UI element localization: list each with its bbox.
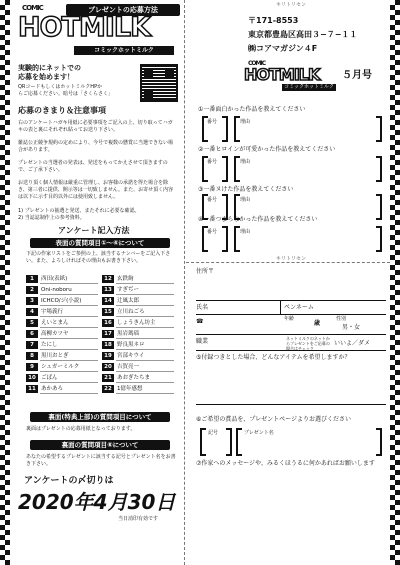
author-list-item	[26, 340, 98, 350]
author-name: 黒岩瑪瑙	[117, 331, 140, 337]
author-underline	[40, 371, 98, 372]
question-1: ①一番面白かった作品を教えてください	[198, 106, 306, 113]
author-underline	[40, 338, 98, 339]
author-list-item	[102, 384, 174, 394]
number-bracket-right	[222, 226, 228, 252]
author-name: 西田(表紙)	[41, 276, 68, 282]
author-name: しょうきん坊主	[117, 320, 156, 326]
author-list-item	[26, 318, 98, 328]
author-underline	[116, 393, 174, 394]
author-name: あかあろ	[41, 386, 64, 392]
reason-bracket-right	[376, 226, 382, 252]
author-number: 7	[26, 341, 38, 349]
author-name: 玄鉄絢	[117, 276, 134, 282]
q6-code-label: 記号	[208, 430, 219, 436]
logo-comic: COMIC	[22, 4, 43, 12]
postcard-column	[186, 0, 390, 565]
author-list-item	[102, 274, 174, 284]
rules-p1: 右のアンケートハガキ用紙に必要事項をご記入の上、切り取ってハガキの表と裏にそれぞれ貼ってお送り下さい。	[18, 120, 173, 133]
author-list-item	[102, 285, 174, 295]
question-2: ②一番ヒロインが可愛かった作品を教えてください	[198, 146, 336, 153]
number-label: 番号	[207, 119, 218, 125]
name-label: 氏名	[196, 304, 209, 311]
author-list	[26, 274, 174, 396]
question-3: ③一番ヌけた作品を教えてください	[198, 186, 294, 193]
author-name: えいとまん	[41, 320, 69, 326]
q6-code-bracket-right	[226, 428, 232, 456]
right-checker-border	[390, 0, 400, 565]
rules-p3: プレゼントの当選者の発表は、発送をもってかえさせて頂きますので、ご了承下さい。	[18, 160, 168, 173]
author-list-item	[102, 296, 174, 306]
author-number: 15	[102, 308, 114, 316]
reason-bracket-right	[376, 156, 382, 182]
net-apply-desc: QRコードもしくはホットミルクHPか らご応募ください。暗号は「さくらさく」	[18, 84, 114, 97]
author-number: 4	[26, 308, 38, 316]
author-list-item	[26, 373, 98, 383]
address-row-line	[196, 300, 386, 301]
author-list-item	[26, 285, 98, 295]
reason-label: 理由	[240, 159, 251, 165]
reason-label: 理由	[240, 119, 251, 125]
author-underline	[116, 316, 174, 317]
age-label: 年齢	[284, 316, 295, 322]
number-bracket-right	[222, 194, 228, 220]
address-line2: ㈱コアマガジン４F	[248, 44, 318, 53]
number-label: 番号	[207, 197, 218, 203]
author-underline	[40, 294, 98, 295]
question-7: ⑦作家へのメッセージや、みるくほうるに何かあればお願いします	[196, 460, 375, 467]
q6-name-bracket-right	[376, 428, 382, 456]
author-name: 1億年感想	[117, 386, 143, 392]
rules-p4: お送り頂く個人情報は厳重に管理し、お客様の承諾を得た場合を除き、第三者に提供、開示等は一切致しません。また、お寄せ頂く内容は以下に示す目的以外には使用致しません。	[18, 180, 174, 200]
author-name: たにし	[41, 342, 58, 348]
question-6: ⑥ご希望の賞品を、プレゼントページよりお選びください	[196, 416, 352, 423]
job-row-line	[196, 350, 386, 351]
rules-p6: 2) 当誌誌制作上の参考資料。	[18, 215, 85, 221]
deadline-label: アンケートの〆切りは	[24, 476, 114, 486]
gender-value[interactable]: 男・女	[342, 324, 361, 331]
net-apply-title: 実験的にネットでの 応募を始めます！	[18, 64, 81, 81]
author-name: シュガーミルク	[41, 364, 80, 370]
author-number: 14	[102, 297, 114, 305]
address-line1: 東京都豊島区高田３−７−１１	[248, 30, 358, 39]
logo-hotmilk: HOTMILK	[18, 12, 151, 43]
author-number: 16	[102, 319, 114, 327]
gender-label: 性別	[336, 316, 347, 322]
issue-label: ５月号	[342, 70, 372, 81]
author-list-item	[102, 351, 174, 361]
author-name: 立川ねごろ	[117, 309, 145, 315]
author-list-item	[102, 373, 174, 383]
postcard-logo-sub: コミックホットミルク	[282, 84, 336, 91]
cut-label-top: キリトリセン	[276, 2, 306, 8]
question-4: ④一番つまらなかった作品を教えてください	[198, 216, 318, 223]
reason-label: 理由	[240, 229, 251, 235]
postal-code: 〒171-8553	[248, 16, 299, 25]
question-5: ⑤付録つきとした場合、どんなアイテムを希望しますか？	[196, 354, 351, 361]
deadline-note: 当日消印有効です	[118, 516, 159, 522]
author-number: 10	[26, 374, 38, 382]
survey-title: アンケート記入方法	[58, 226, 130, 235]
author-underline	[40, 349, 98, 350]
q-header-tab: 表面の質問項目①〜④について	[30, 238, 170, 248]
author-name: 宇場義行	[41, 309, 64, 315]
author-list-item	[102, 340, 174, 350]
author-underline	[116, 327, 174, 328]
author-name: Oni-noboru	[41, 287, 72, 293]
author-number: 19	[102, 352, 114, 360]
author-number: 21	[102, 374, 114, 382]
number-bracket-right	[222, 156, 228, 182]
author-name: 黒川おとぎ	[41, 353, 69, 359]
name-divider	[280, 300, 281, 314]
author-number: 20	[102, 363, 114, 371]
penname-label: ペンネーム	[284, 304, 314, 311]
author-underline	[40, 360, 98, 361]
yes-no-choice[interactable]: いいよ／ダメ	[334, 340, 371, 347]
author-name: 吉賀亮一	[117, 364, 140, 370]
author-list-item	[26, 362, 98, 372]
author-name: あおぎたちま	[117, 375, 151, 381]
author-underline	[40, 316, 98, 317]
author-name: 辻風太郎	[117, 298, 140, 304]
author-number: 22	[102, 385, 114, 393]
author-number: 17	[102, 330, 114, 338]
author-list-item	[102, 307, 174, 317]
q6-name-label: プレゼント名	[244, 430, 274, 436]
author-name: ごばん	[41, 375, 58, 381]
postcard-logo-hotmilk: HOTMILK	[244, 65, 320, 84]
back-q6-desc: あなたの希望するプレゼントに該当する記号とプレゼント名をお書き下さい。	[26, 454, 176, 467]
author-underline	[116, 360, 174, 361]
author-number: 5	[26, 319, 38, 327]
author-underline	[40, 283, 98, 284]
author-number: 13	[102, 286, 114, 294]
author-number: 1	[26, 275, 38, 283]
mid-cut-line	[186, 262, 390, 263]
reason-bracket-right	[376, 116, 382, 142]
author-number: 2	[26, 286, 38, 294]
phone-row-line	[196, 334, 386, 335]
q5-line	[196, 404, 386, 405]
q6-name-bracket-left	[236, 428, 242, 456]
author-name: すぎぢー	[117, 287, 140, 293]
author-name: ICHCO/ジ(小説)	[41, 298, 82, 304]
back-desc: 裏面はプレゼントの応募用紙となっております。	[26, 426, 136, 432]
author-underline	[40, 393, 98, 394]
rules-title: 応募のきまり＆注意事項	[18, 106, 106, 115]
author-list-item	[26, 329, 98, 339]
present-method-tab: プレゼントの応募方法	[66, 4, 180, 16]
number-label: 番号	[207, 229, 218, 235]
reason-label: 理由	[240, 197, 251, 203]
cut-line	[184, 0, 185, 565]
number-bracket-right	[222, 116, 228, 142]
author-list-item	[26, 351, 98, 361]
qr-code[interactable]	[140, 64, 178, 102]
author-name: 高柳カツヤ	[41, 331, 69, 337]
rules-p5: 1) プレゼントの抽選と発送、またそれに必要な確認。	[18, 208, 140, 214]
author-underline	[116, 305, 174, 306]
job-label: 職業	[196, 338, 209, 345]
author-name: 野良黒ネロ	[117, 342, 145, 348]
author-list-item	[102, 329, 174, 339]
author-underline	[116, 382, 174, 383]
phone-label: ☎	[196, 318, 204, 325]
author-list-item	[26, 274, 98, 284]
net-note: ネットミルクのネットからプレゼントをご応募の場合はチェック	[286, 336, 330, 351]
author-name: 宮部キウイ	[117, 353, 145, 359]
name-row-line	[196, 314, 386, 315]
author-number: 3	[26, 297, 38, 305]
author-underline	[116, 294, 174, 295]
author-number: 6	[26, 330, 38, 338]
back-header-tab: 裏面(特典上部)の質問項目について	[30, 412, 170, 422]
logo-subtitle: コミックホットミルク	[74, 46, 174, 55]
author-underline	[116, 349, 174, 350]
instructions-column	[10, 0, 182, 565]
author-number: 12	[102, 275, 114, 283]
author-underline	[40, 305, 98, 306]
author-underline	[116, 371, 174, 372]
q6-code-bracket-left	[200, 428, 206, 456]
postcard-logo-comic: COMIC	[248, 60, 266, 67]
author-list-item	[26, 384, 98, 394]
reason-bracket-right	[376, 194, 382, 220]
cut-label-mid: キリトリセン	[276, 256, 306, 262]
q-desc: 下記の作家リストをご参照の上、該当するナンバーをご記入下さい。また、よろしければその理由もお書き下さい。	[26, 251, 171, 264]
author-number: 8	[26, 352, 38, 360]
author-list-item	[102, 362, 174, 372]
number-label: 番号	[207, 159, 218, 165]
author-number: 9	[26, 363, 38, 371]
author-list-item	[26, 307, 98, 317]
address-label: 住所〒	[196, 268, 215, 275]
author-list-item	[26, 296, 98, 306]
left-checker-border	[0, 0, 10, 565]
author-underline	[116, 338, 174, 339]
author-underline	[40, 382, 98, 383]
author-list-item	[102, 318, 174, 328]
deadline-date: 2020年4月30日	[18, 490, 176, 514]
author-number: 11	[26, 385, 38, 393]
rules-p2: 雑誌公正競争規約の定めにより、今号で複数の懸賞に当選できない場合があります。	[18, 140, 174, 153]
author-underline	[40, 327, 98, 328]
author-number: 18	[102, 341, 114, 349]
back-q6-tab: 裏面の質問項目⑥について	[30, 440, 170, 450]
author-underline	[116, 283, 174, 284]
age-unit: 歳	[314, 320, 321, 327]
